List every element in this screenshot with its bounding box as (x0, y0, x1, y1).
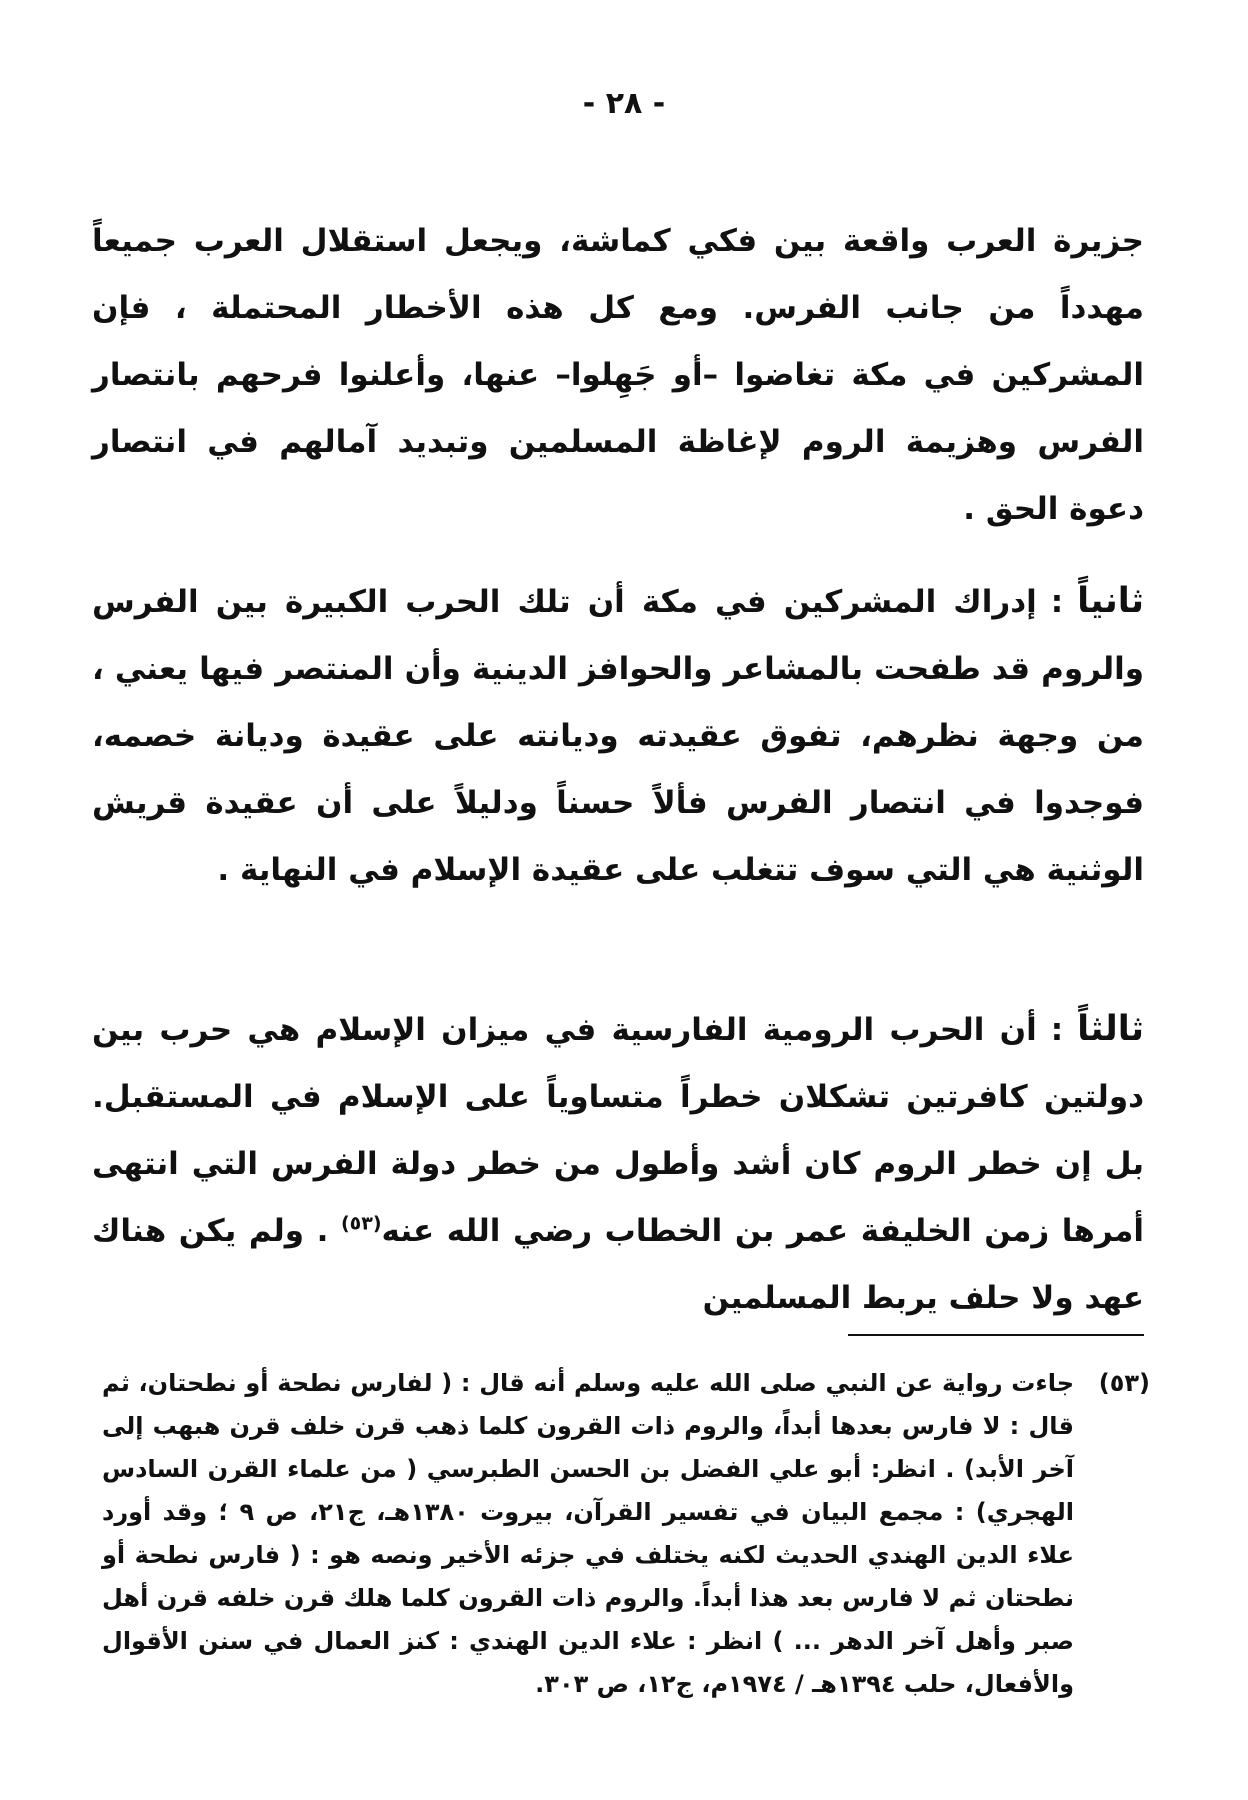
footnote-text: جاءت رواية عن النبي صلى الله عليه وسلم أنه قال : ( لفارس نطحة أو نطحتان، ثم قال : لا فارس بعدها أبداً، والروم ذات القرون كلما ذهب قرن خلف قرن هبهب إلى آخر الأبد) . انظر: أبو علي الفضل بن الحسن الطبرسي ( من علماء القرن السادس الهجري) : مجمع البيان في تفسير القرآن، بيروت ١٣٨٠هـ، ج٢١، ص ٩ ؛ وقد أورد علاء الدين الهندي الحديث لكنه يختلف في جزئه الأخير ونصه هو : ( فارس نطحة أو نطحتان ثم لا فارس بعد هذا أبداً. والروم ذات القرون كلما هلك قرن خلفه قرن أهل صبر وأهل آخر الدهر ... ) انظر : علاء الدين الهندي : كنز العمال في سنن الأقوال والأفعال، حلب ١٣٩٤هـ / ١٩٧٤م، ج١٢، ص ٣٠٣. (102, 1369, 1074, 1698)
footnote (102, 1362, 1150, 1706)
paragraph-2-text: إدراك المشركين في مكة أن تلك الحرب الكبيرة بين الفرس والروم قد طفحت بالمشاعر والحوافز الدينية وأن المنتصر فيها يعني ، من وجهة نظرهم، تفوق عقيدته وديانته على عقيدة وديانة خصمه، فوجدوا في انتصار الفرس فألاً حسناً ودليلاً على أن عقيدة قريش الوثنية هي التي سوف تتغلب على عقيدة الإسلام في النهاية . (92, 584, 1144, 888)
paragraph-1 (92, 208, 1144, 543)
paragraph-3-text-end: . ولم يكن هناك عهد ولا حلف يربط المسلمين (92, 1213, 1144, 1316)
paragraph-3-text: أن الحرب الرومية الفارسية في ميزان الإسلام هي حرب بين دولتين كافرتين تشكلان خطراً متساوياً على الإسلام في المستقبل. بل إن خطر الروم كان أشد وأطول من خطر دولة الفرس التي انتهى أمرها زمن الخليفة عمر بن الخطاب رضي الله عنه (92, 1012, 1144, 1249)
footnote-marker: (٥٣) (1098, 1369, 1150, 1397)
paragraph-3-label: ثالثاً (1077, 1009, 1144, 1049)
paragraph-2-label: ثانياً (1077, 581, 1144, 621)
footnote-reference[interactable]: (٥٣) (340, 1212, 382, 1235)
paragraph-3-colon: : (1050, 1012, 1064, 1048)
footnote-separator (848, 1334, 1144, 1336)
paragraph-3 (92, 996, 1144, 1332)
page-number: - ٢٨ - (582, 86, 666, 121)
paragraph-2 (92, 568, 1144, 904)
paragraph-2-colon: : (1050, 584, 1064, 620)
paragraph-1-text: جزيرة العرب واقعة بين فكي كماشة، ويجعل استقلال العرب جميعاً مهدداً من جانب الفرس. ومع كل هذه الأخطار المحتملة ، فإن المشركين في مكة تغاضوا –أو جَهِلوا– عنها، وأعلنوا فرحهم بانتصار الفرس وهزيمة الروم لإغاظة المسلمين وتبديد آمالهم في انتصار دعوة الحق . (92, 223, 1144, 527)
